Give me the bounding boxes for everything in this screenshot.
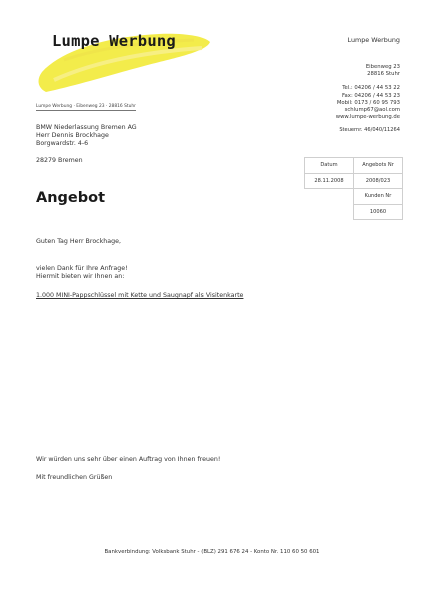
phone: Tel.: 04206 / 44 53 22: [342, 85, 400, 92]
recipient-address: [36, 124, 137, 165]
logo-text: Lumpe Werbung: [52, 32, 176, 50]
product-line: 1.000 MINI-Pappschlüssel mit Kette und Saugnapf als Visitenkarte: [36, 292, 244, 299]
customer-number-label: Kunden Nr: [354, 189, 403, 205]
date-label: Datum: [305, 158, 354, 174]
company-address-block: [336, 64, 400, 121]
recipient-person: Herr Dennis Brockhage: [36, 132, 109, 140]
document-title: Angebot: [36, 190, 106, 206]
company-logo: [34, 22, 214, 98]
bank-details-footer: Bankverbindung: Volksbank Stuhr - (BLZ) 291 676 24 - Konto Nr. 110 60 50 601: [104, 549, 320, 555]
city: 28816 Stuhr: [367, 71, 400, 78]
website: www.lumpe-werbung.de: [335, 114, 400, 121]
greeting: Guten Tag Herr Brockhage,: [36, 238, 121, 245]
closing-text: Wir würden uns sehr über einen Auftrag von Ihnen freuen!: [36, 456, 221, 463]
intro-text: [36, 265, 128, 282]
email: schlump67@aol.com: [344, 107, 400, 114]
fax: Fax: 04206 / 44 53 23: [342, 92, 400, 99]
street: Eibenweg 23: [365, 64, 400, 70]
date-value: 28.11.2008: [305, 173, 354, 189]
sender-return-line: Lumpe Werbung · Eibenweg 23 · 28816 Stuhr: [36, 104, 136, 109]
tax-number: Steuernr. 46/040/11264: [339, 127, 400, 133]
intro-line: Hiermit bieten wir Ihnen an:: [36, 273, 125, 281]
recipient-street: Borgwardstr. 4-6: [36, 140, 89, 148]
recipient-city: 28279 Bremen: [36, 156, 83, 164]
company-name: Lumpe Werbung: [347, 36, 400, 44]
signoff-text: Mit freundlichen Grüßen: [36, 474, 113, 481]
recipient-company: BMW Niederlassung Bremen AG: [36, 124, 137, 131]
offer-info-table: [304, 157, 403, 220]
intro-line: vielen Dank für Ihre Anfrage!: [36, 265, 128, 272]
mobile: Mobil: 0173 / 60 95 793: [336, 99, 400, 106]
offer-number-label: Angebots Nr: [354, 158, 403, 174]
offer-number-value: 2008/023: [354, 173, 403, 189]
customer-number-value: 10060: [354, 204, 403, 220]
